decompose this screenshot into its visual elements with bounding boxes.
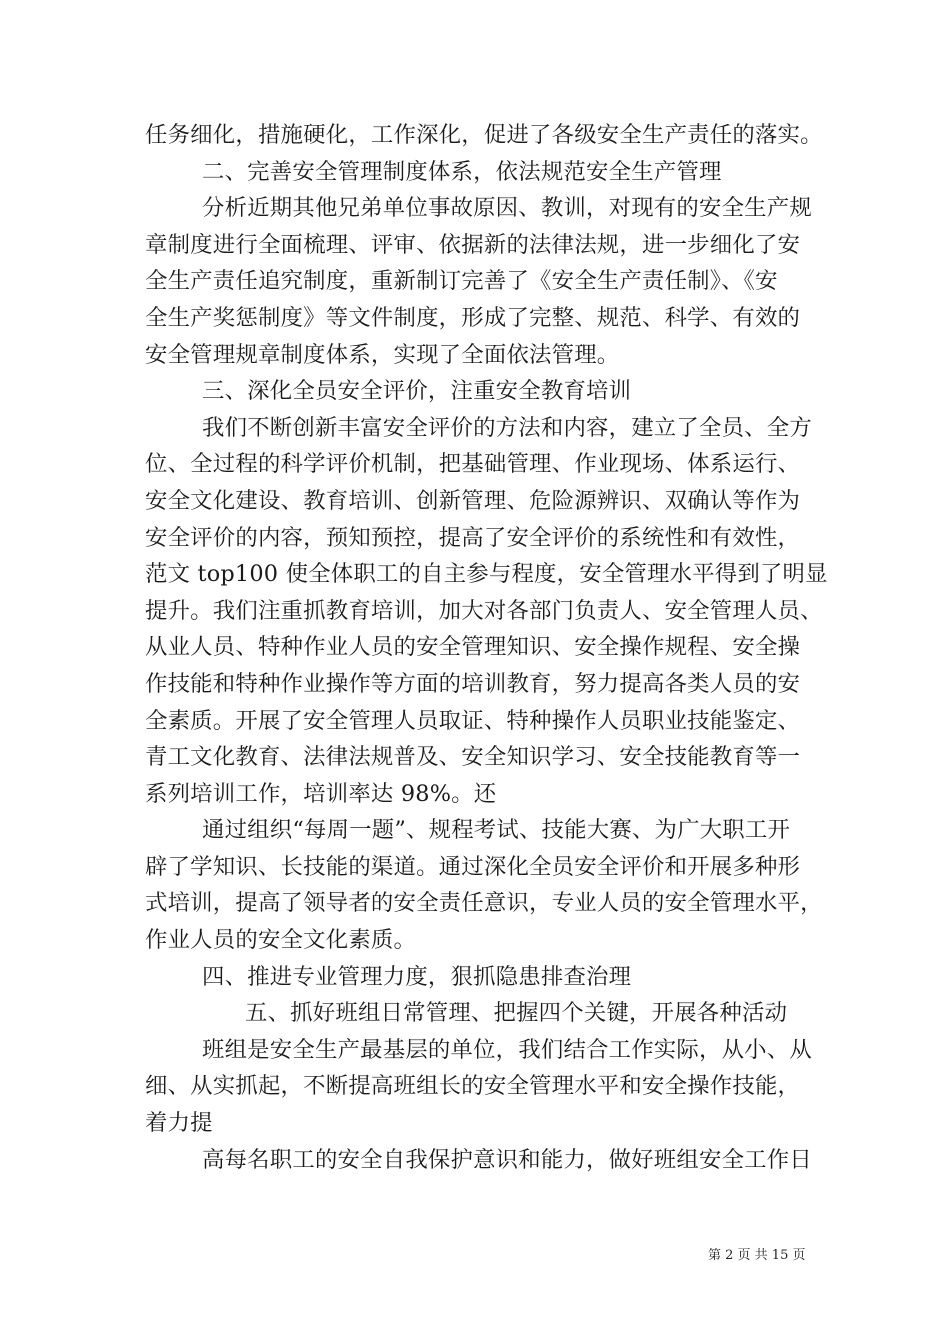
text-line: 作技能和特种作业操作等方面的培训教育，努力提高各类人员的安 xyxy=(145,670,801,697)
text-line: 班组是安全生产最基层的单位，我们结合工作实际，从小、从 xyxy=(202,1036,812,1063)
page-number: 第 2 页 共 15 页 xyxy=(708,1248,806,1263)
text-line: 全生产责任追究制度，重新制订完善了《安全生产责任制》、《安 xyxy=(145,268,778,295)
text-line: 安全评价的内容，预知预控，提高了安全评价的系统性和有效性， xyxy=(145,524,801,551)
text-line: 青工文化教育、法律法规普及、安全知识学习、安全技能教育等一 xyxy=(145,744,801,771)
text-line: 式培训，提高了领导者的安全责任意识，专业人员的安全管理水平， xyxy=(145,890,823,917)
text-line: 分析近期其他兄弟单位事故原因、教训，对现有的安全生产规 xyxy=(202,195,812,222)
text-line: 章制度进行全面梳理、评审、依据新的法律法规，进一步细化了安 xyxy=(145,231,801,258)
text-line: 全素质。开展了安全管理人员取证、特种操作人员职业技能鉴定、 xyxy=(145,707,801,734)
text-line: 范文 top100 使全体职工的自主参与程度，安全管理水平得到了明显 xyxy=(145,561,828,588)
text-line: 通过组织“每周一题”、规程考试、技能大赛、为广大职工开 xyxy=(202,817,791,844)
document-body xyxy=(145,117,828,1178)
text-line: 辟了学知识、长技能的渠道。通过深化全员安全评价和开展多种形 xyxy=(145,853,801,880)
text-line: 系列培训工作，培训率达 98%。还 xyxy=(145,780,497,807)
text-line: 五、抓好班组日常管理、把握四个关键，开展各种活动 xyxy=(245,1000,788,1027)
text-line: 我们不断创新丰富安全评价的方法和内容，建立了全员、全方 xyxy=(202,414,812,441)
text-line: 任务细化，措施硬化，工作深化，促进了各级安全生产责任的落实。 xyxy=(145,122,823,148)
text-line: 四、推进专业管理力度，狠抓隐患排查治理 xyxy=(202,963,632,990)
text-line: 安全管理规章制度体系，实现了全面依法管理。 xyxy=(145,341,620,368)
text-line: 安全文化建设、教育培训、创新管理、危险源辨识、双确认等作为 xyxy=(145,487,801,514)
text-line: 三、深化全员安全评价，注重安全教育培训 xyxy=(202,378,632,405)
text-line: 提升。我们注重抓教育培训，加大对各部门负责人、安全管理人员、 xyxy=(145,597,823,624)
text-line: 着力提 xyxy=(145,1110,213,1137)
text-line: 二、完善安全管理制度体系，依法规范安全生产管理 xyxy=(202,158,722,185)
text-line: 作业人员的安全文化素质。 xyxy=(145,927,417,954)
text-line: 细、从实抓起，不断提高班组长的安全管理水平和安全操作技能， xyxy=(145,1073,801,1100)
text-line: 位、全过程的科学评价机制，把基础管理、作业现场、体系运行、 xyxy=(145,451,801,478)
text-line: 全生产奖惩制度》等文件制度，形成了完整、规范、科学、有效的 xyxy=(145,304,801,331)
text-line: 高每名职工的安全自我保护意识和能力，做好班组安全工作日 xyxy=(202,1146,812,1173)
text-line: 从业人员、特种作业人员的安全管理知识、安全操作规程、安全操 xyxy=(145,634,801,661)
